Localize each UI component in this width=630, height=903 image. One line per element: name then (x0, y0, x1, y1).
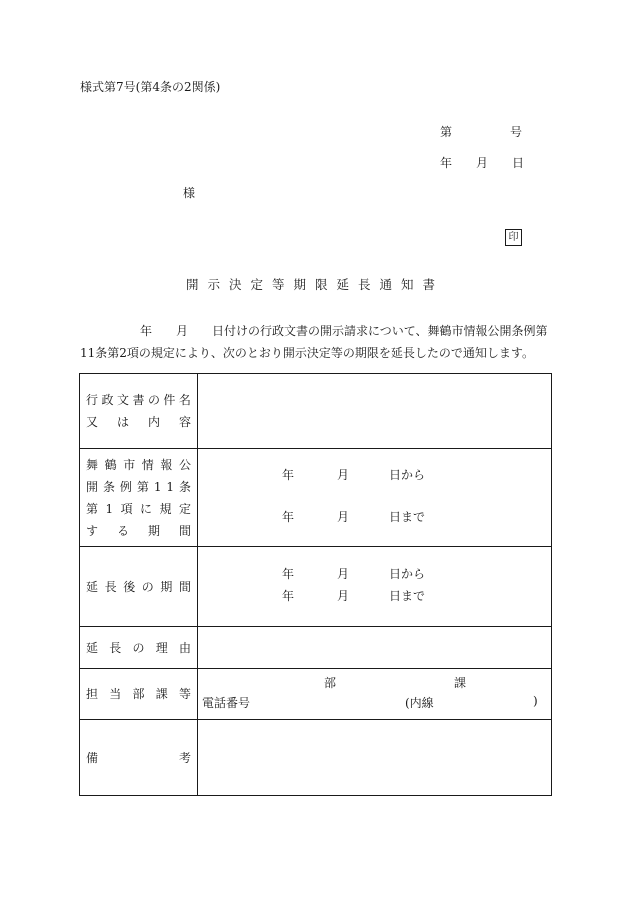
label-char: 公 (178, 457, 191, 472)
label-char: 長 (109, 640, 122, 655)
notice-details-table (79, 373, 552, 796)
label-char: 第 (86, 501, 99, 516)
label-char: 内 (147, 415, 160, 429)
label-char: の (141, 579, 154, 594)
label-char: 鶴 (104, 457, 117, 472)
original-from-year: 年 (282, 467, 295, 482)
label-char: 定 (178, 501, 191, 516)
label-char: 条 (102, 479, 115, 494)
original-period-to (198, 508, 551, 530)
label-char: 舞 (86, 457, 99, 472)
label-char: の (132, 640, 145, 655)
label-contact-department-text (86, 683, 191, 705)
issue-date-day: 日 (512, 156, 525, 170)
extended-from-year: 年 (282, 566, 295, 581)
label-original-period-line (86, 454, 191, 476)
extended-to-month: 月 (337, 588, 350, 603)
label-char: 課 (155, 687, 168, 701)
label-original-period-line (86, 520, 191, 542)
form-number: 様式第7号(第4条の2関係) (80, 80, 221, 94)
row-remarks (80, 720, 552, 796)
label-original-period-line (86, 476, 191, 498)
label-char: 間 (178, 523, 191, 538)
label-contact-department (80, 669, 198, 720)
label-document-name (80, 374, 198, 449)
row-document-name (80, 374, 552, 449)
label-char: 考 (178, 750, 191, 765)
label-char: 市 (123, 457, 136, 472)
label-char: に (140, 501, 153, 516)
section-label: 課 (454, 676, 467, 690)
label-char: 担 (86, 687, 99, 701)
label-extension-reason-text (86, 637, 191, 659)
document-number-prefix: 第 (440, 125, 453, 139)
label-extended-period-text (86, 576, 191, 598)
original-to-day: 日まで (389, 509, 426, 524)
original-to-month: 月 (337, 509, 350, 524)
document-title: 開示決定等期限延長通知書 (185, 277, 444, 292)
label-extended-period (80, 547, 198, 627)
label-original-period (80, 449, 198, 547)
department-section-line (198, 674, 551, 694)
label-char: 文 (116, 393, 129, 407)
official-seal-mark: 印 (505, 229, 522, 246)
label-char: 延 (86, 579, 99, 594)
label-char: す (86, 523, 99, 538)
extended-from-month: 月 (337, 566, 350, 581)
row-original-period (80, 449, 552, 547)
label-char: 部 (132, 687, 145, 701)
field-remarks[interactable] (198, 720, 552, 796)
label-char: 報 (160, 457, 173, 472)
original-period-from (198, 466, 551, 488)
label-document-name-line1 (86, 389, 191, 411)
label-char: 間 (178, 579, 191, 594)
row-extended-period (80, 547, 552, 627)
extended-period-to (198, 587, 551, 609)
label-remarks (80, 720, 198, 796)
field-extension-reason[interactable] (198, 627, 552, 669)
field-document-name[interactable] (198, 374, 552, 449)
extension-close-label: ) (533, 694, 538, 708)
label-char: 等 (178, 687, 191, 701)
original-to-year: 年 (282, 509, 295, 524)
label-char: 理 (155, 640, 168, 655)
label-char: 由 (178, 640, 191, 655)
row-extension-reason (80, 627, 552, 669)
label-char: 政 (101, 393, 114, 407)
label-char: 項 (120, 501, 133, 516)
field-extended-period[interactable] (198, 547, 552, 627)
label-char: 1 (105, 501, 114, 516)
label-char: る (116, 523, 129, 538)
label-char: 開 (86, 479, 99, 494)
recipient-suffix: 様 (183, 186, 196, 200)
label-char: 書 (132, 393, 145, 407)
document-number-line (440, 123, 522, 140)
label-char: 1 (166, 479, 175, 494)
label-char: 例 (119, 479, 132, 494)
field-original-period[interactable] (198, 449, 552, 547)
label-char: 条 (178, 479, 191, 494)
label-char: 延 (86, 640, 99, 655)
label-char: 備 (86, 750, 99, 765)
phone-number-label: 電話番号 (202, 696, 251, 710)
issue-date (440, 154, 524, 171)
label-char: 1 (153, 479, 162, 494)
document-number-suffix: 号 (510, 125, 523, 139)
extended-period-from (198, 565, 551, 587)
original-from-month: 月 (337, 467, 350, 482)
row-contact-department (80, 669, 552, 720)
label-char: 第 (136, 479, 149, 494)
label-char: 後 (123, 579, 136, 594)
extended-from-day: 日から (389, 566, 426, 581)
phone-line (198, 694, 551, 714)
label-char: 名 (178, 393, 191, 407)
issue-date-year: 年 (440, 156, 453, 170)
label-char: は (116, 415, 129, 429)
extended-to-day: 日まで (389, 588, 426, 603)
label-document-name-line2 (86, 411, 191, 433)
label-char: 容 (178, 415, 191, 429)
extended-to-year: 年 (282, 588, 295, 603)
label-char: 件 (163, 393, 176, 407)
notice-body-text: 年 月 日付けの行政文書の開示請求について、舞鶴市情報公開条例第11条第2項の規定により、次のとおり開示決定等の期限を延長したので通知します。 (80, 324, 548, 360)
label-remarks-text (86, 747, 191, 769)
field-contact-department[interactable] (198, 669, 552, 720)
label-char: 期 (147, 523, 160, 538)
label-char: 又 (86, 415, 99, 429)
original-from-day: 日から (389, 467, 426, 482)
label-char: 情 (141, 457, 154, 472)
label-char: 当 (109, 687, 122, 701)
label-char: 長 (104, 579, 117, 594)
label-char: 行 (86, 393, 99, 407)
department-label: 部 (324, 676, 337, 690)
label-char: 規 (159, 501, 172, 516)
label-original-period-line (86, 498, 191, 520)
extension-open-label: (内線 (405, 696, 434, 710)
issue-date-month: 月 (476, 156, 489, 170)
label-extension-reason (80, 627, 198, 669)
label-char: の (147, 393, 160, 407)
label-original-period-lines (86, 454, 191, 542)
label-char: 期 (160, 579, 173, 594)
